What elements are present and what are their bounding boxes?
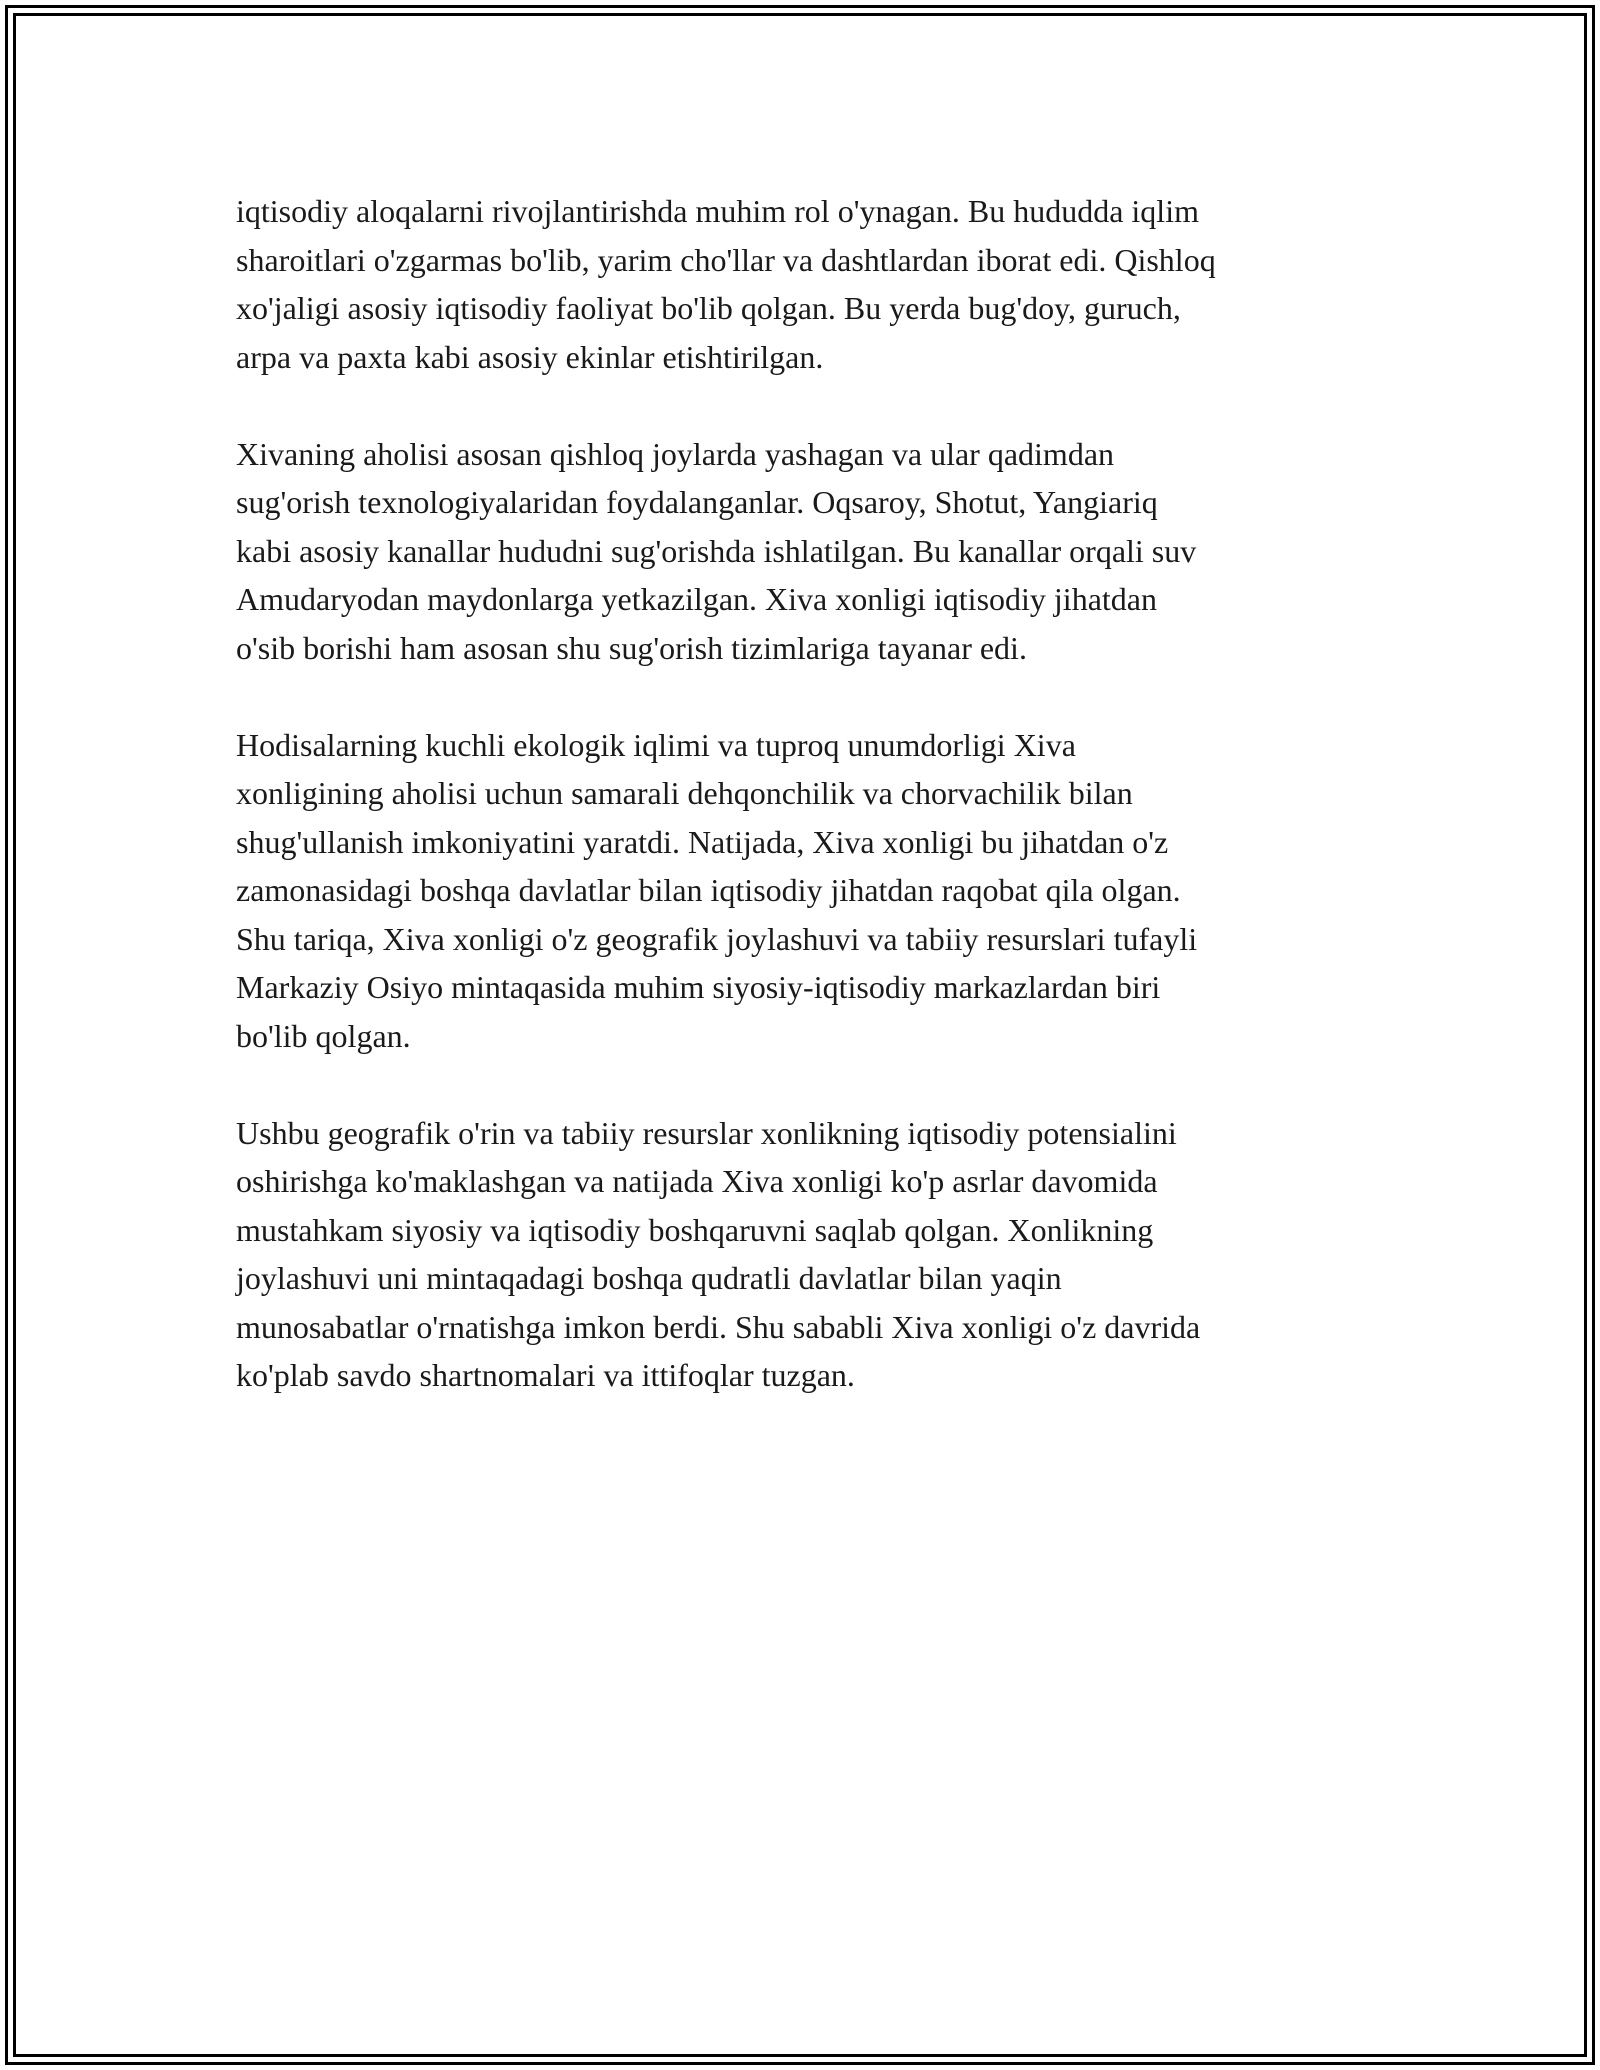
text-line: munosabatlar o'rnatishga imkon berdi. Shu sababli Xiva xonligi o'z davrida	[236, 1308, 1201, 1345]
text-line: bo'lib qolgan.	[236, 1017, 411, 1054]
paragraph-1	[236, 187, 1366, 381]
text-line: Markaziy Osiyo mintaqasida muhim siyosiy-iqtisodiy markazlardan biri	[236, 969, 1161, 1005]
text-line: xonligining aholisi uchun samarali dehqonchilik va chorvachilik bilan	[236, 775, 1133, 811]
text-line: mustahkam siyosiy va iqtisodiy boshqaruvni saqlab qolgan. Xonlikning	[236, 1211, 1154, 1248]
text-line: iqtisodiy aloqalarni rivojlantirishda muhim rol o'ynagan. Bu hududda iqlim	[236, 193, 1199, 229]
paragraph-3	[236, 721, 1366, 1061]
text-line: Hodisalarning kuchli ekologik iqlimi va tuproq unumdorligi Xiva	[236, 726, 1076, 763]
text-line: sug'orish texnologiyalaridan foydalanganlar. Oqsaroy, Shotut, Yangiariq	[236, 484, 1158, 520]
text-line: arpa va paxta kabi asosiy ekinlar etishtirilgan.	[236, 338, 824, 375]
text-line: Shu tariqa, Xiva xonligi o'z geografik joylashuvi va tabiiy resurslari tufayli	[236, 920, 1198, 957]
text-line: Xivaning aholisi asosan qishloq joylarda yashagan va ular qadimdan	[236, 435, 1115, 472]
text-line: ko'plab savdo shartnomalari va ittifoqlar tuzgan.	[236, 1357, 855, 1393]
text-line: Amudaryodan maydonlarga yetkazilgan. Xiva xonligi iqtisodiy jihatdan	[236, 581, 1157, 617]
paragraph-4	[236, 1109, 1366, 1400]
text-line: kabi asosiy kanallar hududni sug'orishda ishlatilgan. Bu kanallar orqali suv	[236, 532, 1197, 569]
text-line: oshirishga ko'maklashgan va natijada Xiva xonligi ko'p asrlar davomida	[236, 1163, 1158, 1199]
text-line: xo'jaligi asosiy iqtisodiy faoliyat bo'lib qolgan. Bu yerda bug'doy, guruch,	[236, 290, 1181, 326]
text-line: zamonasidagi boshqa davlatlar bilan iqtisodiy jihatdan raqobat qila olgan.	[236, 872, 1181, 908]
text-line: o'sib borishi ham asosan shu sug'orish tizimlariga tayanar edi.	[236, 629, 1027, 666]
text-line: joylashuvi uni mintaqadagi boshqa qudratli davlatlar bilan yaqin	[236, 1260, 1062, 1296]
page-body	[236, 187, 1366, 1448]
text-line: Ushbu geografik o'rin va tabiiy resurslar xonlikning iqtisodiy potensialini	[236, 1114, 1177, 1151]
text-line: shug'ullanish imkoniyatini yaratdi. Natijada, Xiva xonligi bu jihatdan o'z	[236, 823, 1169, 860]
text-line: sharoitlari o'zgarmas bo'lib, yarim cho'llar va dashtlardan iborat edi. Qishloq	[236, 241, 1216, 278]
paragraph-2	[236, 430, 1366, 673]
